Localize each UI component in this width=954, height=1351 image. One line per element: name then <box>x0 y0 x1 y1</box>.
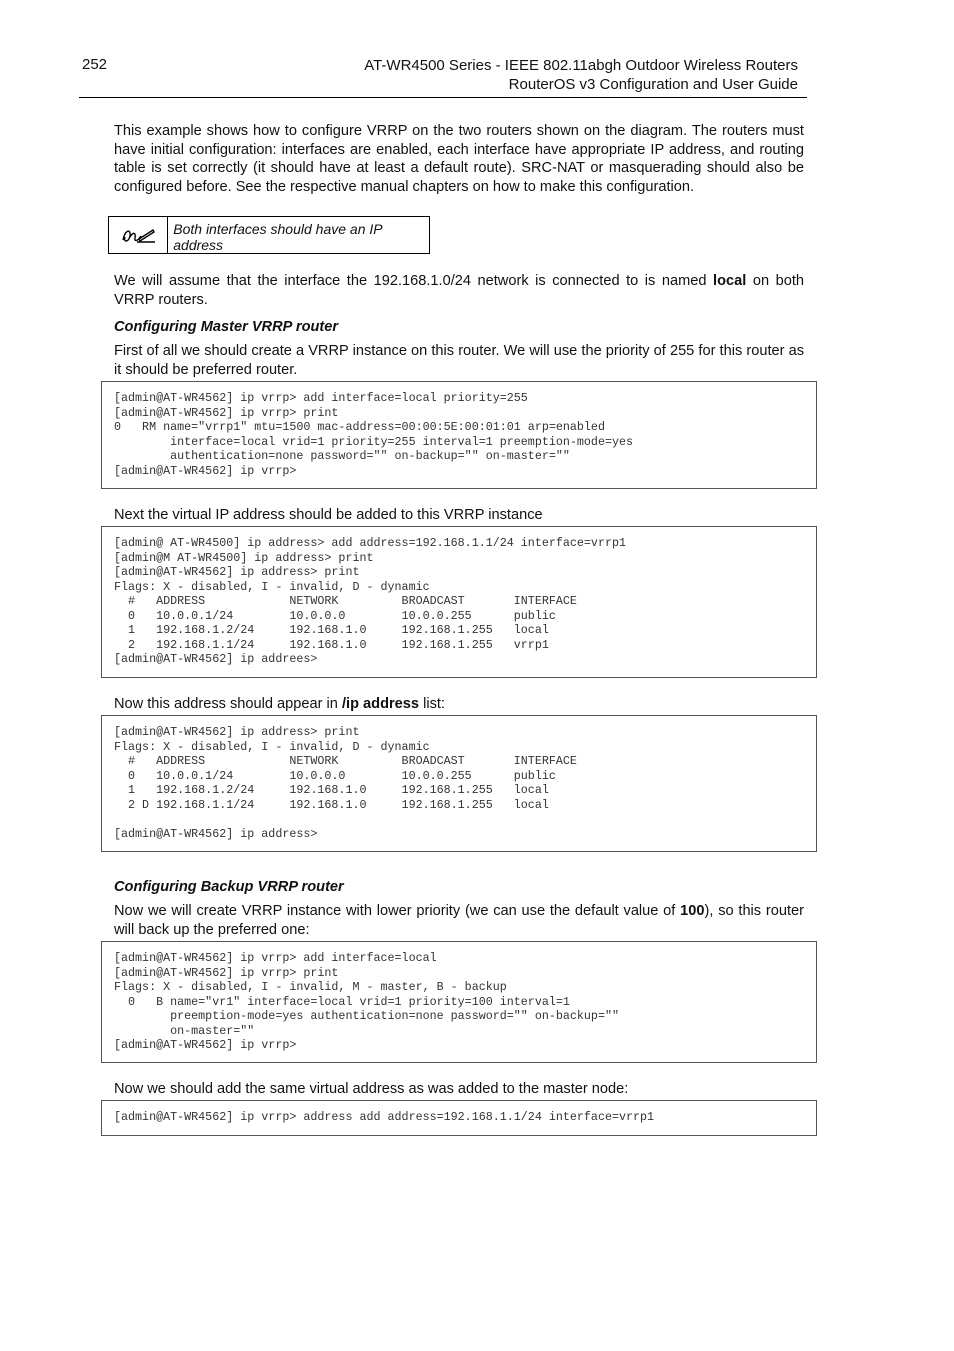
backup-paragraph <box>114 902 804 939</box>
pencil-note-icon <box>109 217 168 253</box>
appear-text-before: Now this address should appear in <box>114 696 342 712</box>
header-divider <box>79 97 807 98</box>
appear-text-bold: /ip address <box>341 696 420 712</box>
backup-text-bold: 100 <box>680 903 705 919</box>
virtual-ip-paragraph: Next the virtual IP address should be added to this VRRP instance <box>114 507 543 523</box>
code-block-backup-address: [admin@AT-WR4562] ip vrrp> address add address=192.168.1.1/24 interface=vrrp1 <box>101 1100 817 1136</box>
page-number: 252 <box>82 56 108 73</box>
appear-paragraph <box>114 695 804 714</box>
master-paragraph: First of all we should create a VRRP instance on this router. We will use the priority of 255 for this router as it should be preferred router. <box>114 343 804 378</box>
intro-paragraph: This example shows how to configure VRRP on the two routers shown on the diagram. The routers must have initial configuration: interfaces are enabled, each interface have appropriate IP address, and routing table is set correctly (it should have at least a default route). SRC-NAT or masquerading should also be configured before. See the respective manual chapters on how to make this configuration. <box>114 123 804 195</box>
note-text: Both interfaces should have an IP address <box>173 221 383 253</box>
same-address-paragraph: Now we should add the same virtual address as was added to the master node: <box>114 1081 629 1097</box>
note-box <box>108 216 430 254</box>
code-block-address-add: [admin@ AT-WR4500] ip address> add address=192.168.1.1/24 interface=vrrp1 [admin@M AT-WR4500] ip address> print [admin@AT-WR4562] ip address> print Flags: X - disabled, I - invalid, D - dynamic # ADDRESS NETWORK BROADCAST INTERFACE 0 10.0.0.1/24 10.0.0.0 10.0.0.255 public 1 192.168.1.2/24 192.168.1.0 192.168.1.255 local 2 192.168.1.1/24 192.168.1.0 192.168.1.255 vrrp1 [admin@AT-WR4562] ip addrees> <box>101 526 817 678</box>
code-block-backup: [admin@AT-WR4562] ip vrrp> add interface=local [admin@AT-WR4562] ip vrrp> print Flags: X - disabled, I - invalid, M - master, B - backup 0 B name="vr1" interface=local vrid=1 priority=100 interval=1 preemption-mode=yes authentication=none password="" on-backup="" on-master="" [admin@AT-WR4562] ip vrrp> <box>101 941 817 1063</box>
code-block-address-list: [admin@AT-WR4562] ip address> print Flags: X - disabled, I - invalid, D - dynamic # ADDRESS NETWORK BROADCAST INTERFACE 0 10.0.0.1/24 10.0.0.0 10.0.0.255 public 1 192.168.1.2/24 192.168.1.0 192.168.1.255 local 2 D 192.168.1.1/24 192.168.1.0 192.168.1.255 local [admin@AT-WR4562] ip address> <box>101 715 817 852</box>
running-header <box>364 56 798 94</box>
backup-text-after: ), so this router will back up the preferred one: <box>114 903 804 938</box>
assume-text-bold: local <box>713 273 747 289</box>
backup-heading: Configuring Backup VRRP router <box>114 879 344 895</box>
appear-text-after: list: <box>419 696 445 712</box>
assume-text-before: We will assume that the interface the 192.168.1.0/24 network is connected to is named <box>114 273 714 289</box>
code-block-master: [admin@AT-WR4562] ip vrrp> add interface=local priority=255 [admin@AT-WR4562] ip vrrp> print 0 RM name="vrrp1" mtu=1500 mac-address=00:00:5E:00:01:01 arp=enabled interface=local vrid=1 priority=255 interval=1 preemption-mode=yes authentication=none password="" on-backup="" on-master="" [admin@AT-WR4562] ip vrrp> <box>101 381 817 489</box>
backup-text-before: Now we will create VRRP instance with lower priority (we can use the default value of <box>114 903 681 919</box>
header-title-line1: AT-WR4500 Series - IEEE 802.11abgh Outdoor Wireless Routers <box>364 57 798 74</box>
assume-text-after: on both VRRP routers. <box>114 273 804 308</box>
assume-paragraph <box>114 272 804 309</box>
header-title-line2: RouterOS v3 Configuration and User Guide <box>508 76 798 93</box>
master-heading: Configuring Master VRRP router <box>114 319 339 335</box>
